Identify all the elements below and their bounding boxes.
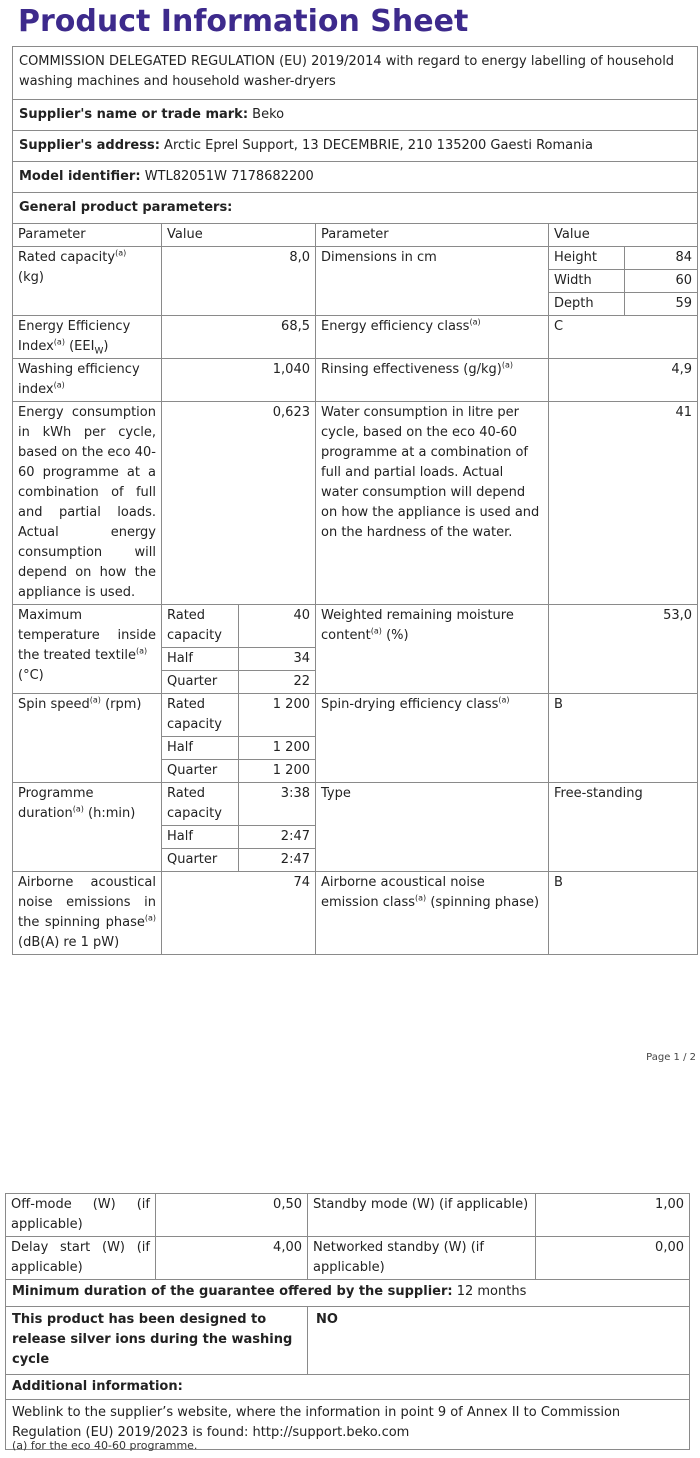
temp-rated-value: 40 xyxy=(239,605,316,648)
duration-half-value: 2:47 xyxy=(239,826,316,849)
silver-label: This product has been designed to release silver ions during the washing cycle xyxy=(6,1307,308,1375)
rinsing-value: 4,9 xyxy=(549,359,698,402)
guarantee-row xyxy=(6,1280,690,1307)
model-row xyxy=(13,162,698,193)
eei-value: 68,5 xyxy=(162,316,316,359)
max-temp-label: Maximum temperature inside the treated textile$^{(a)}$ (°C) xyxy=(13,605,162,694)
noise-class-value: B xyxy=(549,872,698,955)
dimensions-label: Dimensions in cm xyxy=(316,247,549,316)
supplier-address-value: Arctic Eprel Support, 13 DECEMBRIE, 210 135200 Gaesti Romania xyxy=(164,138,593,153)
energy-cons-value: 0,623 xyxy=(162,402,316,605)
eec-value: C xyxy=(549,316,698,359)
duration-label: Programme duration$^{(a)}$ (h:min) xyxy=(13,783,162,872)
networked-label: Networked standby (W) (if applicable) xyxy=(308,1237,536,1280)
energy-cons-label: Energy consumption in kWh per cycle, based on the eco 40-60 programme at a combination of full and partial loads. Actual energy consumption will depend on how the appliance is used. xyxy=(13,402,162,605)
eei-label: Energy Efficiency Index$^{(a)}$ $(EEI_W)$ xyxy=(13,316,162,359)
delay-start-row xyxy=(6,1237,690,1280)
model-label: Model identifier: xyxy=(19,169,141,184)
noise-value: 74 xyxy=(162,872,316,955)
header-row xyxy=(13,224,698,247)
type-value: Free-standing xyxy=(549,783,698,872)
rinsing-label: Rinsing effectiveness $(g/kg)^{(a)}$ xyxy=(316,359,549,402)
supplier-address-row xyxy=(13,131,698,162)
depth-value: 59 xyxy=(625,293,698,316)
regulation-row xyxy=(13,47,698,100)
regulation-text: COMMISSION DELEGATED REGULATION (EU) 2019/2014 with regard to energy labelling of household washing machines and household washer-dryers xyxy=(13,47,698,100)
page-number: Page 1 / 2 xyxy=(646,1052,696,1063)
off-mode-row xyxy=(6,1194,690,1237)
temp-rated-row xyxy=(13,605,698,648)
rated-capacity-label: Rated capacity$^{(a)}$ (kg) xyxy=(13,247,162,316)
spin-quarter-value: 1 200 xyxy=(239,760,316,783)
silver-row xyxy=(6,1307,690,1375)
height-label: Height xyxy=(549,247,625,270)
header-value-2: Value xyxy=(549,224,698,247)
noise-label: Airborne acoustical noise emissions in the spinning phase$^{(a)}$ (dB(A) re 1 pW) xyxy=(13,872,162,955)
header-parameter: Parameter xyxy=(13,224,162,247)
temp-rated-label: Rated capacity xyxy=(162,605,239,648)
general-params-label: General product parameters: xyxy=(13,193,698,224)
type-label: Type xyxy=(316,783,549,872)
footnote: (a) for the eco 40-60 programme. xyxy=(12,1439,198,1452)
header-value: Value xyxy=(162,224,316,247)
product-info-table-2 xyxy=(5,1193,690,1450)
width-value: 60 xyxy=(625,270,698,293)
page-title: Product Information Sheet xyxy=(18,4,469,39)
duration-rated-label: Rated capacity xyxy=(162,783,239,826)
supplier-name-value: Beko xyxy=(252,107,285,122)
washing-eff-row xyxy=(13,359,698,402)
off-mode-value: 0,50 xyxy=(156,1194,308,1237)
consumption-row xyxy=(13,402,698,605)
capacity-row xyxy=(13,247,698,270)
general-params-row xyxy=(13,193,698,224)
spin-rated-value: 1 200 xyxy=(239,694,316,737)
silver-value: NO xyxy=(308,1307,690,1375)
temp-half-label: Half xyxy=(162,648,239,671)
off-mode-label: Off-mode (W) (if applicable) xyxy=(6,1194,156,1237)
guarantee-label: Minimum duration of the guarantee offered by the supplier: xyxy=(12,1284,453,1299)
duration-rated-row xyxy=(13,783,698,826)
water-cons-label: Water consumption in litre per cycle, based on the eco 40-60 programme at a combination of full and partial loads. Actual water consumption will depend on how the appliance is used and on the hardness of the water. xyxy=(316,402,549,605)
supplier-name-label: Supplier's name or trade mark: xyxy=(19,107,249,122)
product-info-table xyxy=(12,46,698,955)
noise-row xyxy=(13,872,698,955)
networked-value: 0,00 xyxy=(536,1237,690,1280)
model-value: WTL82051W 7178682200 xyxy=(144,169,314,184)
washing-eff-label: Washing efficiency index$^{(a)}$ xyxy=(13,359,162,402)
depth-label: Depth xyxy=(549,293,625,316)
eei-row xyxy=(13,316,698,359)
standby-value: 1,00 xyxy=(536,1194,690,1237)
header-parameter-2: Parameter xyxy=(316,224,549,247)
rated-capacity-value: 8,0 xyxy=(162,247,316,316)
height-value: 84 xyxy=(625,247,698,270)
eec-label: Energy efficiency class$^{(a)}$ xyxy=(316,316,549,359)
spin-half-value: 1 200 xyxy=(239,737,316,760)
duration-quarter-value: 2:47 xyxy=(239,849,316,872)
temp-quarter-label: Quarter xyxy=(162,671,239,694)
moisture-label: Weighted remaining moisture content$^{(a)}$ (%) xyxy=(316,605,549,694)
standby-label: Standby mode (W) (if applicable) xyxy=(308,1194,536,1237)
water-cons-value: 41 xyxy=(549,402,698,605)
noise-class-label: Airborne acoustical noise emission class$^{(a)}$ (spinning phase) xyxy=(316,872,549,955)
delay-start-label: Delay start (W) (if applicable) xyxy=(6,1237,156,1280)
width-label: Width xyxy=(549,270,625,293)
duration-rated-value: 3:38 xyxy=(239,783,316,826)
temp-half-value: 34 xyxy=(239,648,316,671)
spin-class-value: B xyxy=(549,694,698,783)
spin-rated-row xyxy=(13,694,698,737)
spin-quarter-label: Quarter xyxy=(162,760,239,783)
washing-eff-value: 1,040 xyxy=(162,359,316,402)
spin-speed-label: Spin speed$^{(a)}$ (rpm) xyxy=(13,694,162,783)
duration-half-label: Half xyxy=(162,826,239,849)
additional-row xyxy=(6,1375,690,1400)
spin-class-label: Spin-drying efficiency class$^{(a)}$ xyxy=(316,694,549,783)
moisture-value: 53,0 xyxy=(549,605,698,694)
spin-half-label: Half xyxy=(162,737,239,760)
temp-quarter-value: 22 xyxy=(239,671,316,694)
supplier-address-label: Supplier's address: xyxy=(19,138,160,153)
duration-quarter-label: Quarter xyxy=(162,849,239,872)
spin-rated-label: Rated capacity xyxy=(162,694,239,737)
guarantee-value: 12 months xyxy=(456,1284,527,1299)
additional-label: Additional information: xyxy=(6,1375,690,1400)
weblink-text[interactable]: Weblink to the supplier’s website, where the information in point 9 of Annex II to Commission Regulation (EU) 2019/2023 is found: http://support.beko.com xyxy=(6,1400,690,1450)
supplier-name-row xyxy=(13,100,698,131)
delay-start-value: 4,00 xyxy=(156,1237,308,1280)
